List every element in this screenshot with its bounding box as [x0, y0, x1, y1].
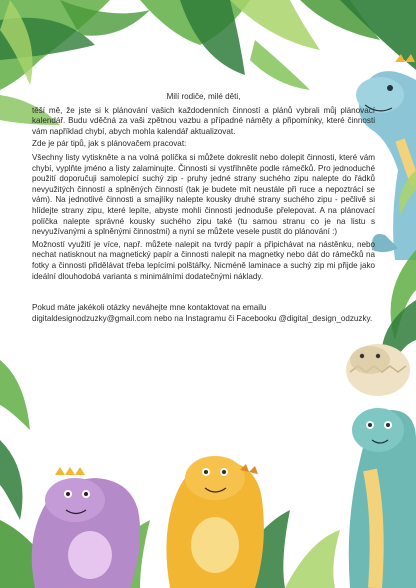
greeting: Milí rodiče, milé děti,: [166, 92, 241, 101]
letter-body: [32, 92, 375, 326]
intro-paragraph: těší mě, že jste si k plánování vašich každodenních činností a plánů vybrali můj plánovací kalendář. Budu vděčná za vaši zpětnou vazbu a případné náměty a připomínky, které činnosti vám například chybí, abych mohla kalendář aktualizovat.: [32, 105, 375, 136]
usage-options-paragraph: Možností využití je více, např. můžete nalepit na tvrdý papír a připichávat na nástěnku, nebo nechat natisknout na magnetický papír a činnosti nalepit na magnetky nebo dát do rámečků na fotky a činnosti přidělávat třeba lepícími polštářky. Nicméně laminace a suchý zip mi přijde jako ideální dlouhodobá varianta s minimálními dodatečnými náklady.: [32, 239, 375, 281]
purple-dinosaur-icon: [32, 467, 141, 588]
yellow-dinosaur-icon: [166, 456, 263, 588]
tips-heading: Zde je pár tipů, jak s plánovačem pracovat:: [32, 139, 187, 149]
contact-paragraph: Pokud máte jakékoli otázky neváhejte mne kontaktovat na emailu digitaldesignodzuzky@gmail.com nebo na Instagramu či Facebooku @digital_design_odzuzky.: [32, 303, 373, 323]
blue-dinosaur-icon: [349, 408, 416, 588]
instructions-paragraph: Všechny listy vytiskněte a na volná políčka si můžete dokreslit nebo dolepit činnosti, které vám chybí, vyplňte jméno a listy zalaminujte. Činnosti si vystřihněte podle rámečků. Pro jednoduché použití doporučuji samolepicí suchý zip - pruhy jedné strany suchého zipu nalepte do řádků nevyužitých činností a splněných činností (tak je budete mít neustále při ruce a nepoztrácí se vám). Na jednotlivé činnosti a smajlíky nalepte kousky druhé strany suchého zipu - pečlivě si hlídejte strany zipu, které lepíte, abyste mohli činnosti jednoduše přelepovat. A na plánovací políčka nalepte správné kousky suchého zipu také (tu samou stranu co je na listu s nevyužívanými a splněnými činnostmi) a nyní se můžete vesele pustit do plánování :): [32, 152, 375, 237]
dinosaur-egg-icon: [346, 344, 410, 396]
